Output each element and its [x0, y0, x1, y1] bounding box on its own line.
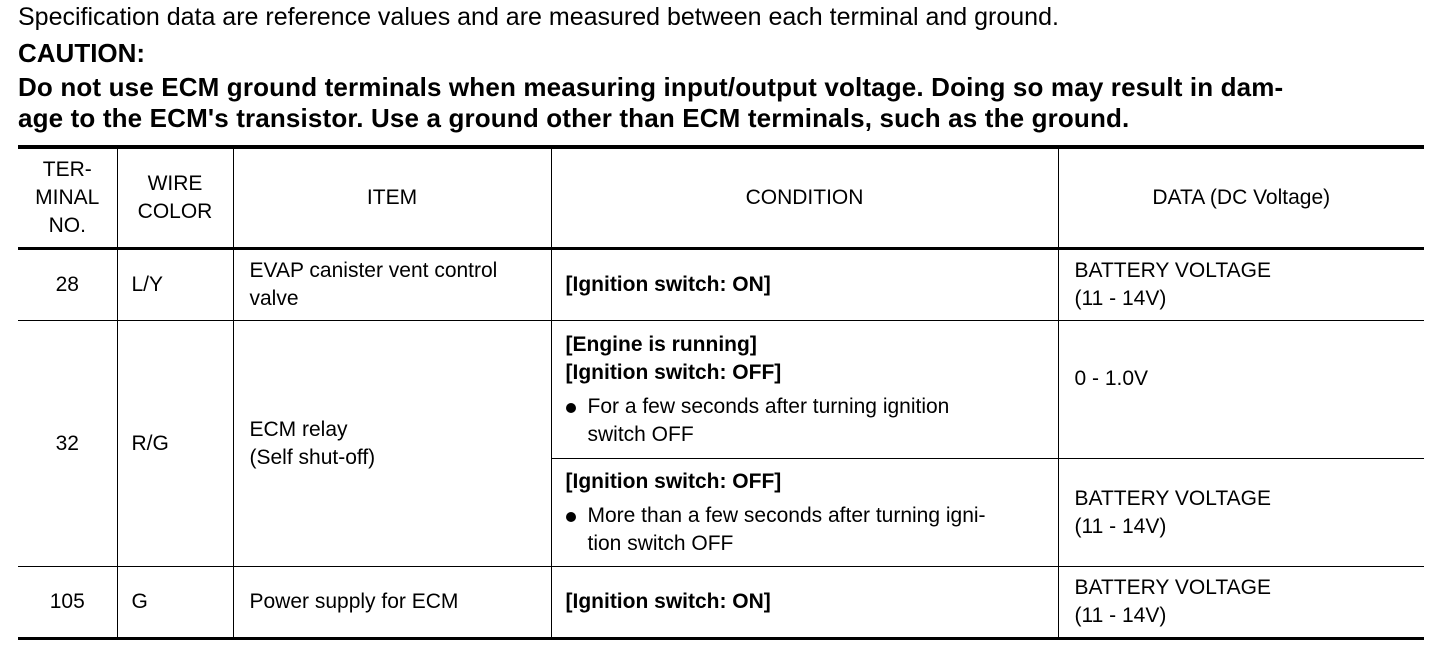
intro-text: Specification data are reference values and are measured between each terminal and ground.	[18, 3, 1059, 31]
caution-title: CAUTION:	[18, 38, 146, 68]
data-cell: BATTERY VOLTAGE (11 - 14V)	[1058, 567, 1424, 639]
caution-line-2: age to the ECM's transistor. Use a ground other than ECM terminals, such as the ground.	[18, 103, 1130, 133]
bullet-dot-icon	[566, 512, 576, 522]
terminal-spec-table	[18, 145, 1424, 640]
table-row	[18, 249, 1424, 321]
item-cell: Power supply for ECM	[233, 567, 551, 639]
data-cell: 0 - 1.0V	[1058, 321, 1424, 459]
header-terminal-no: TER- MINAL NO.	[18, 147, 117, 249]
terminal-cell: 28	[18, 249, 117, 321]
table-row	[18, 321, 1424, 459]
condition-bullet: For a few seconds after turning ignition switch OFF	[566, 393, 1048, 449]
terminal-cell: 32	[18, 321, 117, 567]
item-cell: ECM relay (Self shut-off)	[233, 321, 551, 567]
data-cell: BATTERY VOLTAGE (11 - 14V)	[1058, 459, 1424, 567]
terminal-cell: 105	[18, 567, 117, 639]
condition-bullet: More than a few seconds after turning igni- tion switch OFF	[566, 502, 1048, 558]
data-cell: BATTERY VOLTAGE (11 - 14V)	[1058, 249, 1424, 321]
header-data: DATA (DC Voltage)	[1058, 147, 1424, 249]
condition-cell: [Ignition switch: OFF] More than a few seconds after turning igni- tion switch OFF	[551, 459, 1058, 567]
header-item: ITEM	[233, 147, 551, 249]
caution-text	[18, 72, 1426, 134]
wire-color-cell: L/Y	[117, 249, 233, 321]
caution-line-1: Do not use ECM ground terminals when measuring input/output voltage. Doing so may result in dam-	[18, 72, 1284, 102]
table-header-row	[18, 147, 1424, 249]
item-cell: EVAP canister vent control valve	[233, 249, 551, 321]
header-condition: CONDITION	[551, 147, 1058, 249]
bullet-dot-icon	[566, 403, 576, 413]
header-wire-color: WIRE COLOR	[117, 147, 233, 249]
condition-cell: [Ignition switch: ON]	[551, 249, 1058, 321]
wire-color-cell: G	[117, 567, 233, 639]
condition-cell: [Engine is running] [Ignition switch: OFF] For a few seconds after turning ignition switch OFF	[551, 321, 1058, 459]
condition-cell: [Ignition switch: ON]	[551, 567, 1058, 639]
table-row	[18, 567, 1424, 639]
wire-color-cell: R/G	[117, 321, 233, 567]
